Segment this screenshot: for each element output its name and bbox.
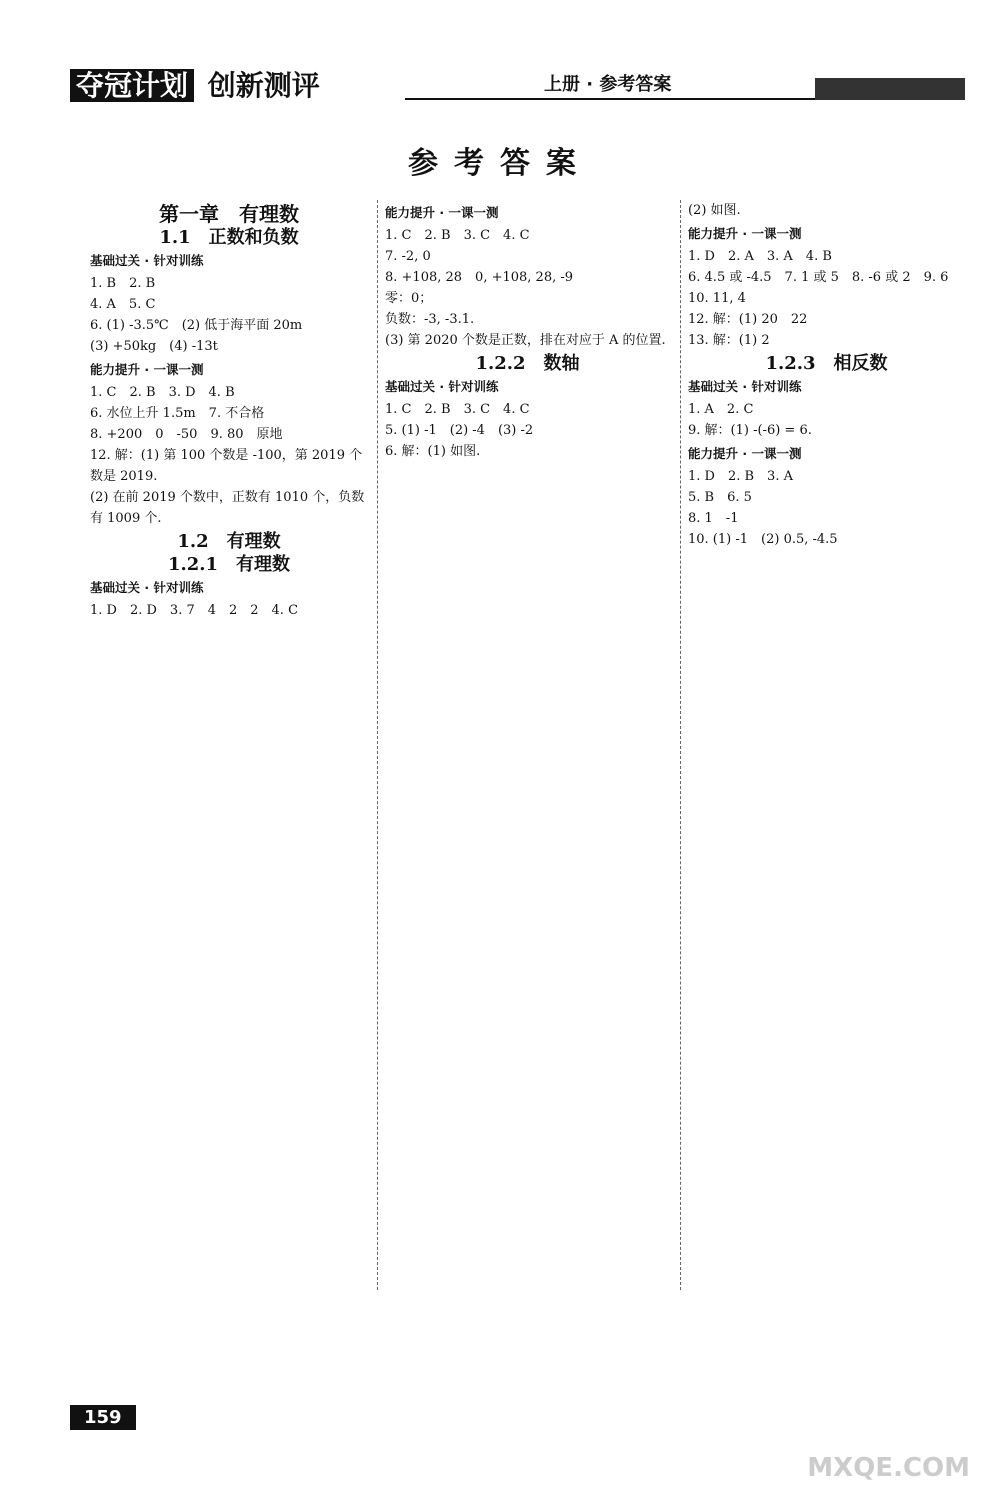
column-1 — [90, 200, 368, 621]
subsection-label: 能力提升 · 一课一测 — [688, 446, 802, 461]
section-title: 1.2.2 数轴 — [475, 353, 580, 374]
answer-line: 6. 解：(1) 如图. — [385, 444, 481, 459]
answer-line: 负数：-3, -3.1. — [385, 312, 475, 327]
answer-line: 1. B 2. B — [90, 276, 156, 291]
chapter-title: 第一章 有理数 — [159, 202, 299, 226]
page-number: 159 — [70, 1405, 136, 1430]
watermark: MXQE.COM — [807, 1453, 970, 1483]
answer-line: 13. 解：(1) 2 — [688, 333, 770, 348]
answer-line: 1. D 2. A 3. A 4. B — [688, 249, 832, 264]
answer-line: 1. D 2. D 3. 7 4 2 2 4. C — [90, 603, 299, 618]
answer-line: 12. 解：(1) 20 22 — [688, 312, 808, 327]
answer-line: 4. A 5. C — [90, 297, 156, 312]
answer-line: 6. 水位上升 1.5m 7. 不合格 — [90, 406, 265, 421]
answer-line: 6. (1) -3.5℃ (2) 低于海平面 20m — [90, 318, 303, 333]
section-title: 1.2.3 相反数 — [765, 353, 888, 374]
header-stripe — [815, 78, 965, 100]
brand-main: 夺冠计划 — [70, 69, 194, 102]
column-3 — [688, 200, 965, 550]
answer-line: 6. 4.5 或 -4.5 7. 1 或 5 8. -6 或 2 9. 6 — [688, 270, 949, 285]
subsection-label: 能力提升 · 一课一测 — [688, 226, 802, 241]
answer-line: (2) 在前 2019 个数中，正数有 1010 个，负数有 1009 个. — [90, 490, 365, 526]
answer-line: 8. 1 -1 — [688, 511, 739, 526]
answer-line: 8. +108, 28 0, +108, 28, -9 — [385, 270, 574, 285]
subsection-label: 基础过关 · 针对训练 — [385, 379, 499, 394]
answer-line: 5. (1) -1 (2) -4 (3) -2 — [385, 423, 534, 438]
answer-line: 1. C 2. B 3. D 4. B — [90, 385, 235, 400]
answer-line: 10. (1) -1 (2) 0.5, -4.5 — [688, 532, 838, 547]
subsection-label: 基础过关 · 针对训练 — [90, 253, 204, 268]
column-divider — [377, 200, 378, 1290]
subsection-label: 基础过关 · 针对训练 — [90, 580, 204, 595]
page-title: 参考答案 — [408, 146, 592, 181]
header-right-label: 上册 · 参考答案 — [544, 74, 672, 95]
brand-sub: 创新测评 — [207, 69, 320, 102]
answer-line: 1. A 2. C — [688, 402, 754, 417]
subsection-label: 基础过关 · 针对训练 — [688, 379, 802, 394]
answer-line: 5. B 6. 5 — [688, 490, 752, 505]
section-title: 1.2 有理数 — [177, 531, 281, 552]
section-title: 1.2.1 有理数 — [167, 554, 291, 575]
page-header — [70, 60, 965, 106]
answer-line: (2) 如图. — [688, 203, 741, 218]
answer-line: 零：0； — [385, 291, 433, 306]
answer-line: 12. 解：(1) 第 100 个数是 -100，第 2019 个数是 2019. — [90, 448, 363, 484]
column-divider — [680, 200, 681, 1290]
answer-line: 10. 11, 4 — [688, 291, 746, 306]
answer-line: 1. C 2. B 3. C 4. C — [385, 402, 530, 417]
subsection-label: 能力提升 · 一课一测 — [385, 205, 499, 220]
column-2 — [385, 200, 670, 462]
answer-line: 7. -2, 0 — [385, 249, 431, 264]
brand-logo — [70, 64, 320, 104]
answer-line: (3) +50kg (4) -13t — [90, 339, 218, 354]
answer-line: 8. +200 0 -50 9. 80 原地 — [90, 427, 283, 442]
answer-line: 1. D 2. B 3. A — [688, 469, 793, 484]
subsection-label: 能力提升 · 一课一测 — [90, 362, 204, 377]
section-title: 1.1 正数和负数 — [159, 227, 299, 248]
answer-line: (3) 第 2020 个数是正数，排在对应于 A 的位置. — [385, 333, 666, 348]
answer-line: 9. 解：(1) -(-6) = 6. — [688, 423, 812, 438]
answer-line: 1. C 2. B 3. C 4. C — [385, 228, 530, 243]
